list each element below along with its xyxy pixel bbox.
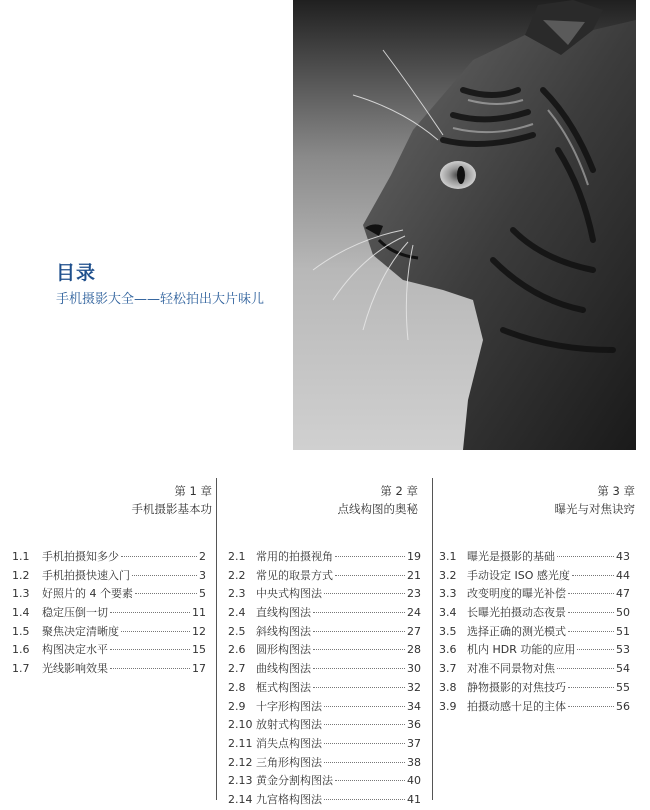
dot-leader — [568, 593, 614, 594]
toc-entry[interactable] — [12, 604, 206, 623]
entry-page: 40 — [407, 774, 421, 788]
entry-title: 光线影响效果 — [42, 662, 108, 676]
entry-number: 3.6 — [439, 643, 457, 657]
dot-leader — [313, 687, 405, 688]
entry-title: 放射式构图法 — [256, 718, 322, 732]
entry-number: 2.5 — [228, 624, 246, 638]
entry-page: 23 — [407, 587, 421, 601]
dot-leader — [568, 687, 614, 688]
toc-entry[interactable] — [12, 567, 206, 586]
entry-page: 41 — [407, 792, 421, 806]
entry-page: 17 — [192, 662, 206, 676]
entry-number: 2.13 — [228, 774, 253, 788]
dot-leader — [313, 668, 405, 669]
dot-leader — [324, 593, 405, 594]
entry-number: 3.2 — [439, 568, 457, 582]
entry-title: 手动设定 ISO 感光度 — [467, 568, 570, 582]
entry-page: 27 — [407, 624, 421, 638]
entry-number: 2.10 — [228, 718, 253, 732]
chapter-2-entries — [228, 548, 421, 810]
dot-leader — [572, 575, 614, 576]
entry-number: 3.5 — [439, 624, 457, 638]
dot-leader — [568, 612, 614, 613]
entry-title: 曲线构图法 — [256, 662, 311, 676]
entry-number: 2.8 — [228, 680, 246, 694]
entry-page: 12 — [192, 624, 206, 638]
toc-entry[interactable] — [228, 716, 421, 735]
entry-page: 56 — [616, 699, 630, 713]
entry-title: 拍摄动感十足的主体 — [467, 699, 566, 713]
toc-entry[interactable] — [439, 567, 630, 586]
toc-entry[interactable] — [228, 754, 421, 773]
dot-leader — [568, 631, 614, 632]
entry-number: 1.7 — [12, 662, 30, 676]
dot-leader — [313, 649, 405, 650]
chapter-2-heading — [338, 482, 419, 518]
dot-leader — [335, 575, 405, 576]
chapter-number: 第 2 章 — [380, 484, 418, 498]
entry-title: 静物摄影的对焦技巧 — [467, 680, 566, 694]
entry-page: 19 — [407, 550, 421, 563]
entry-title: 常见的取景方式 — [256, 568, 333, 582]
entry-number: 1.4 — [12, 606, 30, 620]
entry-number: 2.14 — [228, 792, 253, 806]
toc-entry[interactable] — [12, 623, 206, 642]
entry-page: 37 — [407, 736, 421, 750]
dot-leader — [135, 593, 197, 594]
dot-leader — [324, 724, 405, 725]
entry-number: 2.1 — [228, 550, 246, 563]
entry-page: 50 — [616, 606, 630, 620]
entry-title: 手机拍摄知多少 — [42, 550, 119, 563]
entry-title: 直线构图法 — [256, 606, 311, 620]
entry-title: 三角形构图法 — [256, 755, 322, 769]
entry-number: 3.7 — [439, 662, 457, 676]
entry-page: 47 — [616, 587, 630, 601]
entry-number: 2.2 — [228, 568, 246, 582]
entry-number: 2.6 — [228, 643, 246, 657]
book-subtitle: 手机摄影大全——轻松拍出大片味儿 — [56, 292, 265, 307]
entry-number: 2.11 — [228, 736, 253, 750]
chapter-3-heading — [555, 482, 636, 518]
toc-entry[interactable] — [439, 623, 630, 642]
entry-page: 54 — [616, 662, 630, 676]
entry-title: 机内 HDR 功能的应用 — [467, 643, 576, 657]
entry-title: 稳定压倒一切 — [42, 606, 108, 620]
chapter-name: 点线构图的奥秘 — [337, 502, 418, 516]
dot-leader — [568, 706, 614, 707]
toc-entry[interactable] — [228, 585, 421, 604]
dot-leader — [324, 706, 405, 707]
entry-title: 聚焦决定清晰度 — [42, 624, 119, 638]
column-divider — [216, 478, 217, 800]
dot-leader — [577, 649, 614, 650]
entry-title: 好照片的 4 个要素 — [42, 587, 133, 601]
dot-leader — [313, 631, 405, 632]
entry-number: 1.3 — [12, 587, 30, 601]
chapter-name: 曝光与对焦诀窍 — [554, 502, 635, 516]
toc-entry[interactable] — [228, 735, 421, 754]
entry-number: 2.3 — [228, 587, 246, 601]
entry-title: 消失点构图法 — [256, 736, 322, 750]
entry-page: 44 — [616, 568, 630, 582]
entry-number: 3.8 — [439, 680, 457, 694]
entry-title: 九宫格构图法 — [256, 792, 322, 806]
entry-number: 1.1 — [12, 550, 30, 563]
toc-entry[interactable] — [12, 585, 206, 604]
entry-page: 24 — [407, 606, 421, 620]
toc-entry[interactable] — [12, 548, 206, 567]
toc-entry[interactable] — [439, 548, 630, 567]
entry-number: 3.9 — [439, 699, 457, 713]
entry-number: 2.12 — [228, 755, 253, 769]
dot-leader — [557, 668, 614, 669]
entry-title: 中央式构图法 — [256, 587, 322, 601]
toc-entry[interactable] — [228, 641, 421, 660]
dot-leader — [121, 631, 190, 632]
entry-page: 30 — [407, 662, 421, 676]
toc-entry[interactable] — [228, 772, 421, 791]
toc-entry[interactable] — [228, 660, 421, 679]
toc-entry[interactable] — [439, 679, 630, 698]
entry-title: 黄金分割构图法 — [256, 774, 333, 788]
dot-leader — [335, 780, 405, 781]
entry-page: 43 — [616, 550, 630, 563]
entry-number: 3.1 — [439, 550, 457, 563]
entry-page: 38 — [407, 755, 421, 769]
chapter-name: 手机摄影基本功 — [131, 502, 212, 516]
dot-leader — [110, 612, 190, 613]
dot-leader — [324, 762, 405, 763]
entry-title: 构图决定水平 — [42, 643, 108, 657]
page-title: 目录 — [56, 262, 97, 284]
dot-leader — [335, 556, 405, 557]
entry-title: 对准不同景物对焦 — [467, 662, 555, 676]
entry-title: 圆形构图法 — [256, 643, 311, 657]
entry-number: 1.5 — [12, 624, 30, 638]
entry-title: 十字形构图法 — [256, 699, 322, 713]
toc-entry[interactable] — [12, 641, 206, 660]
toc-entry[interactable] — [228, 567, 421, 586]
chapter-3-entries — [439, 548, 630, 716]
entry-number: 2.9 — [228, 699, 246, 713]
toc-entry[interactable] — [228, 623, 421, 642]
entry-title: 手机拍摄快速入门 — [42, 568, 130, 582]
entry-page: 2 — [199, 550, 206, 563]
entry-number: 1.2 — [12, 568, 30, 582]
dot-leader — [313, 612, 405, 613]
entry-title: 曝光是摄影的基础 — [467, 550, 555, 563]
entry-title: 长曝光拍摄动态夜景 — [467, 606, 566, 620]
dot-leader — [557, 556, 614, 557]
entry-page: 51 — [616, 624, 630, 638]
entry-page: 11 — [192, 606, 206, 620]
chapter-number: 第 3 章 — [597, 484, 635, 498]
entry-number: 1.6 — [12, 643, 30, 657]
entry-title: 斜线构图法 — [256, 624, 311, 638]
entry-number: 3.3 — [439, 587, 457, 601]
dot-leader — [121, 556, 197, 557]
dot-leader — [110, 668, 190, 669]
column-divider — [432, 478, 433, 800]
entry-page: 28 — [407, 643, 421, 657]
entry-page: 15 — [192, 643, 206, 657]
toc-entry[interactable] — [439, 604, 630, 623]
dot-leader — [324, 743, 405, 744]
toc-entry[interactable] — [228, 679, 421, 698]
entry-title: 框式构图法 — [256, 680, 311, 694]
toc-entry[interactable] — [439, 641, 630, 660]
entry-page: 32 — [407, 680, 421, 694]
entry-page: 53 — [616, 643, 630, 657]
entry-number: 3.4 — [439, 606, 457, 620]
toc-entry[interactable] — [439, 698, 630, 717]
entry-page: 55 — [616, 680, 630, 694]
toc-entry[interactable] — [228, 548, 421, 567]
toc-entry[interactable] — [228, 604, 421, 623]
dot-leader — [132, 575, 197, 576]
toc-entry[interactable] — [12, 660, 206, 679]
toc-entry[interactable] — [228, 698, 421, 717]
toc-entry[interactable] — [439, 660, 630, 679]
entry-page: 21 — [407, 568, 421, 582]
cat-profile-photo — [293, 0, 636, 450]
entry-title: 常用的拍摄视角 — [256, 550, 333, 563]
chapter-number: 第 1 章 — [174, 484, 212, 498]
entry-page: 5 — [199, 587, 206, 601]
entry-page: 36 — [407, 718, 421, 732]
chapter-1-heading — [132, 482, 213, 518]
dot-leader — [110, 649, 190, 650]
toc-entry[interactable] — [228, 791, 421, 810]
entry-title: 选择正确的测光模式 — [467, 624, 566, 638]
entry-number: 2.7 — [228, 662, 246, 676]
entry-page: 34 — [407, 699, 421, 713]
toc-entry[interactable] — [439, 585, 630, 604]
entry-page: 3 — [199, 568, 206, 582]
chapter-1-entries — [12, 548, 206, 679]
entry-title: 改变明度的曝光补偿 — [467, 587, 566, 601]
entry-number: 2.4 — [228, 606, 246, 620]
